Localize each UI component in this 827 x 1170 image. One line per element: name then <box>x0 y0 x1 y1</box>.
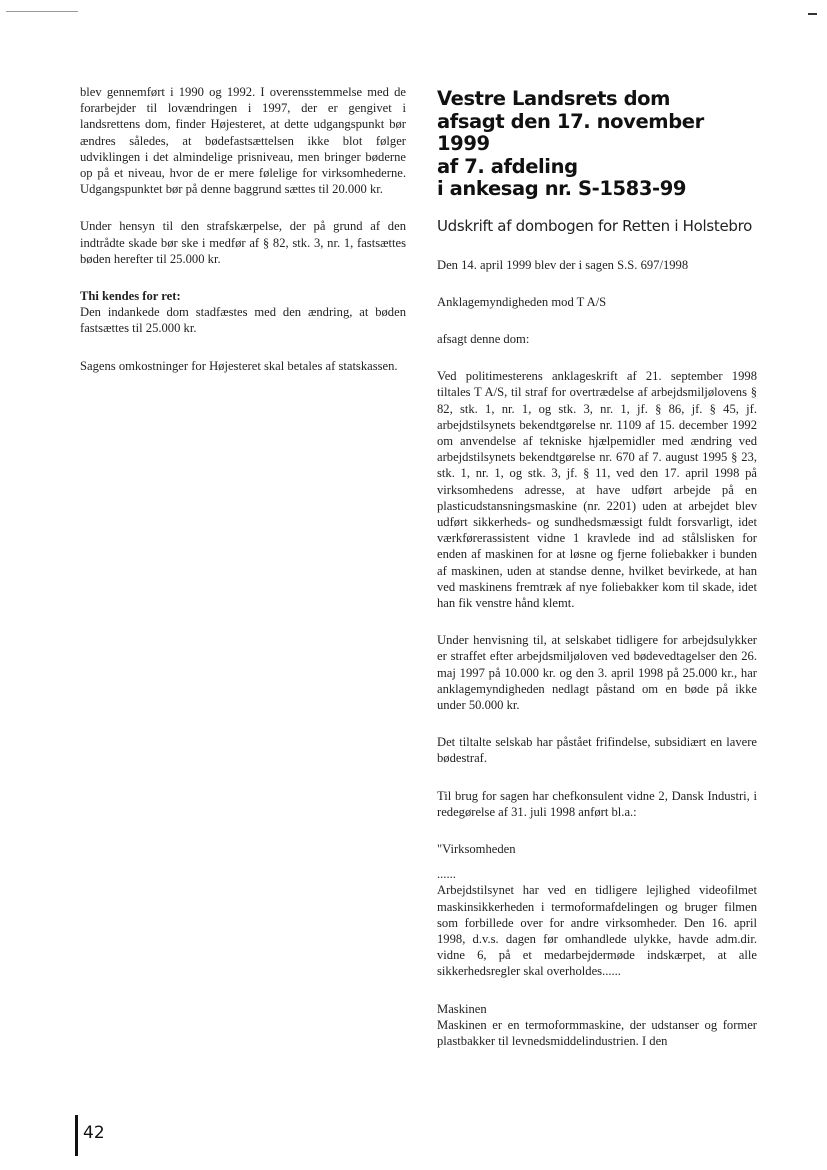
right-paragraph-3: Det tiltalte selskab har påstået frifindelse, subsidiært en lavere bødestraf. <box>437 735 757 766</box>
ruling-text: Den indankede dom stadfæstes med den ændring, at bøden fastsættes til 25.000 kr. <box>80 305 406 336</box>
right-paragraph-5: Arbejdstilsynet har ved en tidligere lejlighed videofilmet maskinsikkerheden i termoformafdelingen og bruger filmen som forbillede over for andre virksomheder. Den 16. april 1998, d.v.s. dagen før omhandlede ulykke, havde adm.dir. vidne 6, på et medarbejdermøde indskærpet, at alle sikkerhedsregler skal overholdes...... <box>437 883 757 979</box>
right-column <box>437 88 757 1049</box>
intro-line-3: afsagt denne dom: <box>437 331 530 346</box>
left-paragraph-3: Sagens omkostninger for Højesteret skal betales af statskassen. <box>80 358 398 373</box>
right-paragraph-1: Ved politimesterens anklageskrift af 21. september 1998 tiltales T A/S, til straf for overtrædelse af arbejdsmiljølovens § 82, stk. 1, nr. 1, og stk. 3, nr. 1, jf. § 86, jf. § 45, jf. arbejdstilsynets bekendtgørelse nr. 1109 af 15. december 1992 om anvendelse af tekniske hjælpemidler med ændring ved arbejdstilsynets bekendtgørelse nr. 670 af 7. august 1995 § 23, stk. 1, nr. 1, og stk. 3, jf. § 11, ved den 17. april 1998 på virksomhedens adresse, at have udført arbejde på en plasticudstansningsmaskine (nr. 2201) uden at arbejdet blev udført sikkerheds- og sundhedsmæssigt fuldt forsvarligt, idet værkførerassistent vidne 1 kravlede ind ad stålslisken for enden af maskinen for at løsne og fjerne foliebakker i bunden af maskinen, uden at standse denne, hvilket bevirkede, at han ved maskinens fremtræk af nye foliebakker kom til skade, idet han fik venstre hånd klemt. <box>437 369 757 610</box>
court-title-line-2: afsagt den 17. november 1999 <box>437 109 704 155</box>
right-paragraph-4: Til brug for sagen har chefkonsulent vidne 2, Dansk Industri, i redegørelse af 31. juli 1998 anført bl.a.: <box>437 788 757 819</box>
court-title <box>437 88 757 201</box>
machine-heading: Maskinen <box>437 1001 487 1016</box>
top-rule <box>6 11 78 12</box>
court-subtitle: Udskrift af dombogen for Retten i Holstebro <box>437 216 753 235</box>
intro-line-1: Den 14. april 1999 blev der i sagen S.S. 697/1998 <box>437 257 689 272</box>
ellipsis: ...... <box>437 867 456 882</box>
left-column <box>80 84 406 374</box>
corner-mark <box>808 13 817 15</box>
quote-heading: "Virksomheden <box>437 841 516 856</box>
court-title-line-4: i ankesag nr. S-1583-99 <box>437 177 687 200</box>
court-title-line-3: af 7. afdeling <box>437 154 578 178</box>
left-paragraph-1: blev gennemført i 1990 og 1992. I overensstemmelse med de forarbejder til lovændringen i 1997, der er gengivet i landsrettens dom, finder Højesteret, at dette udgangspunkt bør ændres således, at bødefastsættelsen ikke blot følger udviklingen i det almindelige prisniveau, men bringer bøderne op på et niveau, hvor de er mere følelige for virksomhederne. Udgangspunktet bør på denne baggrund sættes til 20.000 kr. <box>80 85 406 197</box>
right-paragraph-6: Maskinen er en termoformmaskine, der udstanser og former plastbakker til levnedsmiddelindustrien. I den <box>437 1017 757 1049</box>
ruling-heading: Thi kendes for ret: <box>80 289 181 304</box>
page-number-bar <box>75 1115 78 1156</box>
page-number: 42 <box>83 1123 105 1143</box>
intro-line-2: Anklagemyndigheden mod T A/S <box>437 294 607 309</box>
left-paragraph-2: Under hensyn til den strafskærpelse, der på grund af den indtrådte skade bør ske i medfør af § 82, stk. 3, nr. 1, fastsættes bøden herefter til 25.000 kr. <box>80 219 406 266</box>
court-title-line-1: Vestre Landsrets dom <box>437 87 671 110</box>
right-paragraph-2: Under henvisning til, at selskabet tidligere for arbejdsulykker er straffet efter arbejdsmiljøloven ved bødevedtagelser den 26. maj 1997 på 10.000 kr. og den 3. april 1998 på 25.000 kr., har anklagemyndigheden nedlagt påstand om en bøde på ikke under 50.000 kr. <box>437 633 757 712</box>
